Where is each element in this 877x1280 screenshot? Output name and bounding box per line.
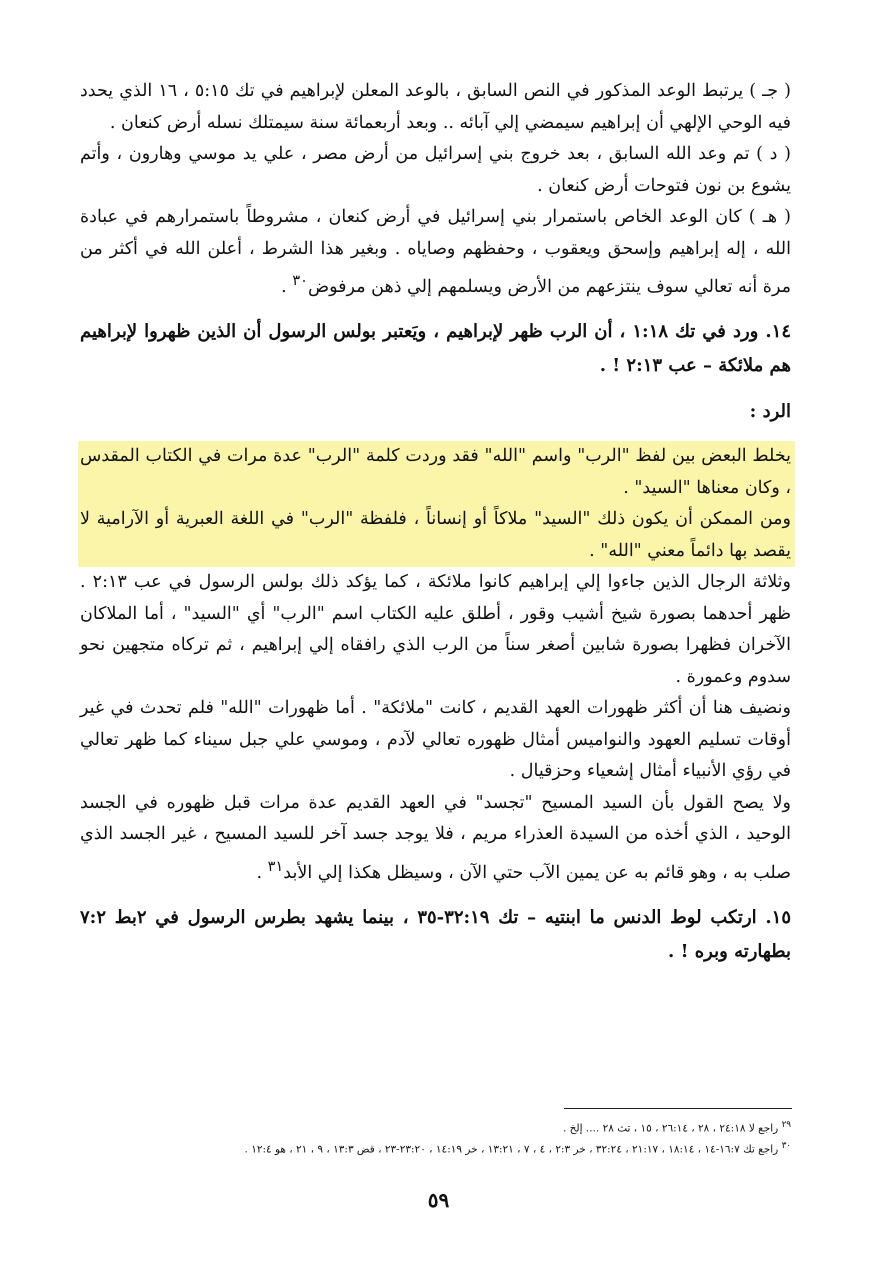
paragraph-angels: وثلاثة الرجال الذين جاءوا إلي إبراهيم كانوا ملائكة ، كما يؤكد ذلك بولس الرسول في عب ٢:١٣ . ظهر أحدهما بصورة شيخ أشيب وقور ، أطلق عليه الكتاب اسم "الرب" أي "السيد" ، أما الملاكان الآخران فظهرا بصورة شابين أصغر سناً من الرب الذي رافقاه إلي إبراهيم ، ثم تركاه متجهين نحو سدوم وعمورة .: [80, 572, 791, 687]
footnote-29-text: راجع لا ٢٤:١٨ ، ٢٨ ، ٢٦:١٤ ، ١٥ ، تث ٢٨ .... إلخ .: [562, 1122, 782, 1135]
question-15: ١٥. ارتكب لوط الدنس ما ابنتيه – تك ٣٢:١٩-٣٥ ، بينما يشهد بطرس الرسول في ٢بط ٧:٢ بطهارته وبره ! .: [80, 907, 791, 963]
paragraph-incarnation-end: .: [256, 862, 268, 883]
highlighted-paragraph-2: ومن الممكن أن يكون ذلك "السيد" ملاكاً أو إنساناً ، فلفظة "الرب" في اللغة العبرية أو الآرامية لا يقصد بها دائماً معني "الله" .: [78, 504, 795, 567]
paragraph-h-text: ( هـ ) كان الوعد الخاص باستمرار بني إسرائيل في أرض كنعان ، مشروطاً باستمرارهم في عبادة الله ، إله إبراهيم وإسحق ويعقوب ، وحفظهم وصاياه . وبغير هذا الشرط ، أعلن الله في أكثر من مرة أنه تعالي سوف ينتزعهم من الأرض ويسلمهم إلي ذهن مرفوض: [80, 207, 791, 297]
footnotes: [80, 1117, 791, 1158]
main-text: [80, 76, 791, 969]
paragraph-appearances: ونضيف هنا أن أكثر ظهورات العهد القديم ، كانت "ملائكة" . أما ظهورات "الله" فلم تحدث في غير أوقات تسليم العهود والنواميس أمثال ظهوره تعالي لآدم ، وموسي علي جبل سيناء كما ظهر تعالي في رؤي الأنبياء أمثال إشعياء وحزقيال .: [80, 698, 791, 782]
footnote-29: [80, 1117, 791, 1138]
highlighted-paragraph-1: يخلط البعض بين لفظ "الرب" واسم "الله" فقد وردت كلمة "الرب" عدة مرات في الكتاب المقدس ، وكان معناها "السيد" .: [78, 441, 795, 504]
paragraph-h: [80, 202, 791, 303]
footnote-30-number: ٣٠: [781, 1140, 791, 1151]
question-14: ١٤. ورد في تك ١:١٨ ، أن الرب ظهر لإبراهيم ، ويَعتبر بولس الرسول أن الذين ظهروا لإبراهيم هم ملائكة – عب ٢:١٣ ! .: [80, 321, 791, 377]
paragraph-incarnation: [80, 788, 791, 889]
reply-label: الرد :: [749, 401, 791, 423]
paragraph-d: ( د ) تم وعد الله السابق ، بعد خروج بني إسرائيل من أرض مصر ، علي يد موسي وهارون ، وأتم يشوع بن نون فتوحات أرض كنعان .: [80, 144, 791, 196]
footnote-ref-31[interactable]: ٣١: [267, 857, 284, 875]
paragraph-h-end: .: [281, 276, 293, 297]
footnote-29-number: ٢٩: [781, 1120, 791, 1130]
paragraph-incarnation-text: ولا يصح القول بأن السيد المسيح "تجسد" في العهد القديم عدة مرات قبل ظهوره في الجسد الوحيد ، الذي أخذه من السيدة العذراء مريم ، فلا يوجد جسد آخر للسيد المسيح ، غير الجسد الذي صلب به ، وهو قائم به عن يمين الآب حتي الآن ، وسيظل هكذا إلي الأبد: [80, 792, 792, 883]
footnote-ref-30[interactable]: ٣٠: [292, 272, 308, 289]
paragraph-j: ( جـ ) يرتبط الوعد المذكور في النص السابق ، بالوعد المعلن لإبراهيم في تك ٥:١٥ ، ١٦ الذي يحدد فيه الوحي الإلهي أن إبراهيم سيمضي إلي آبائه .. وبعد أربعمائة سنة سيمتلك نسله أرض كنعان .: [80, 81, 791, 133]
footnote-30: [80, 1138, 791, 1159]
page-number: ٥٩: [427, 1188, 450, 1212]
footnote-separator: [564, 1108, 792, 1109]
footnote-30-text: راجع تك ١٦:٧-١٤ ، ١٨:١٤ ، ٢١:١٧ ، ٣٢:٢٤ ، خر ٢:٣ ، ٤ ، ٧ ، ١٣:٢١ ، خر ١٤:١٩ ، ٢٣:٢٠-٢٣ ، قض ١٣:٣ ، ٩ ، ٢١ ، هو ١٢:٤ .: [244, 1143, 782, 1155]
